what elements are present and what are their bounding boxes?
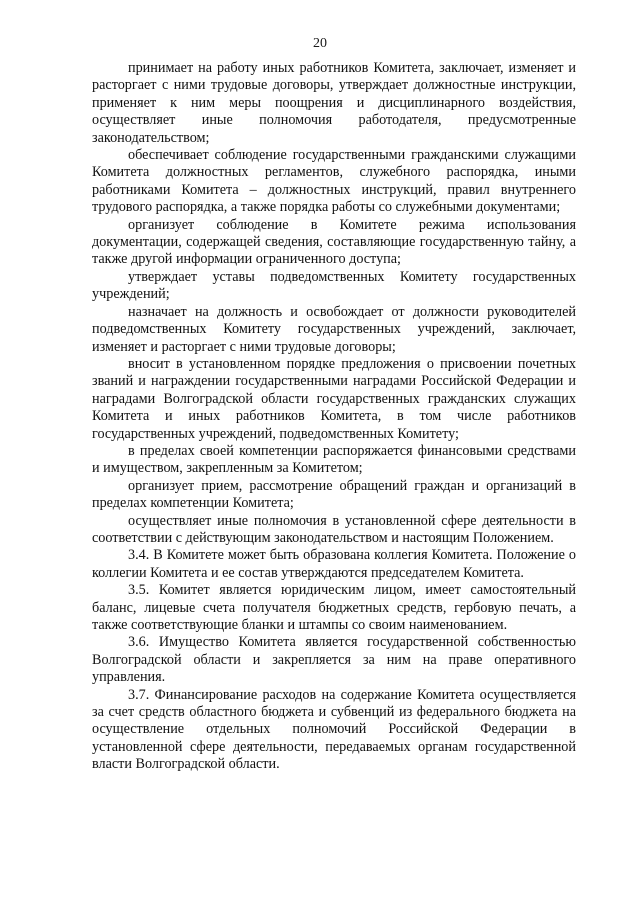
paragraph-awards: вносит в установленном порядке предложения о присвоении почетных званий и награждении государственными наградами Российской Федерации и наградами Волгоградской области государственных гражданских служащих Комитета и иных работников Комитета, в том числе работников государственных учреждений, подведомственных Комитету; [92,355,576,442]
paragraph-regulations-compliance: обеспечивает соблюдение государственными гражданскими служащими Комитета должностных регламентов, служебного распорядка, иными работниками Комитета – должностных инструкций, правил внутреннего трудового распорядка, а также порядка работы со служебными документами; [92,147,576,216]
paragraph-hiring: принимает на работу иных работников Комитета, заключает, изменяет и расторгает с ними трудовые договоры, утверждает должностные инструкции, применяет к ним меры поощрения и дисциплинарного воздействия, осуществляет иные полномочия работодателя, предусмотренные законодательством; [92,60,576,146]
paragraph-citizen-appeals: организует прием, рассмотрение обращений граждан и организаций в пределах компетенции Комитета; [92,477,576,512]
paragraph-secrecy-regime: организует соблюдение в Комитете режима использования документации, содержащей сведения, составляющие государственную тайну, а также другой информации ограниченного доступа; [92,216,576,268]
page-number: 20 [313,36,327,51]
paragraph-section-3-4: 3.4. В Комитете может быть образована коллегия Комитета. Положение о коллегии Комитета и ее состав утверждаются председателем Комитета. [92,547,576,581]
paragraph-charters: утверждает уставы подведомственных Комитету государственных учреждений; [92,268,576,303]
page-body [92,60,576,774]
paragraph-other-powers: осуществляет иные полномочия в установленной сфере деятельности в соответствии с действующим законодательством и настоящим Положением. [92,512,576,546]
paragraph-section-3-6: 3.6. Имущество Комитета является государственной собственностью Волгоградской области и закрепляется за ним на праве оперативного управления. [92,634,576,686]
paragraph-appointments: назначает на должность и освобождает от должности руководителей подведомственных Комитету государственных учреждений, заключает, изменяет и расторгает с ними трудовые договоры; [92,303,576,355]
paragraph-finances: в пределах своей компетенции распоряжается финансовыми средствами и имуществом, закрепленным за Комитетом; [92,442,576,477]
paragraph-section-3-7: 3.7. Финансирование расходов на содержание Комитета осуществляется за счет средств областного бюджета и субвенций из федерального бюджета на осуществление отдельных полномочий Российской Федерации в установленной сфере деятельности, передаваемых органам государственной власти Волгоградской области. [92,686,576,773]
paragraph-section-3-5: 3.5. Комитет является юридическим лицом, имеет самостоятельный баланс, лицевые счета получателя бюджетных средств, гербовую печать, а также соответствующие бланки и штампы со своим наименованием. [92,582,576,633]
